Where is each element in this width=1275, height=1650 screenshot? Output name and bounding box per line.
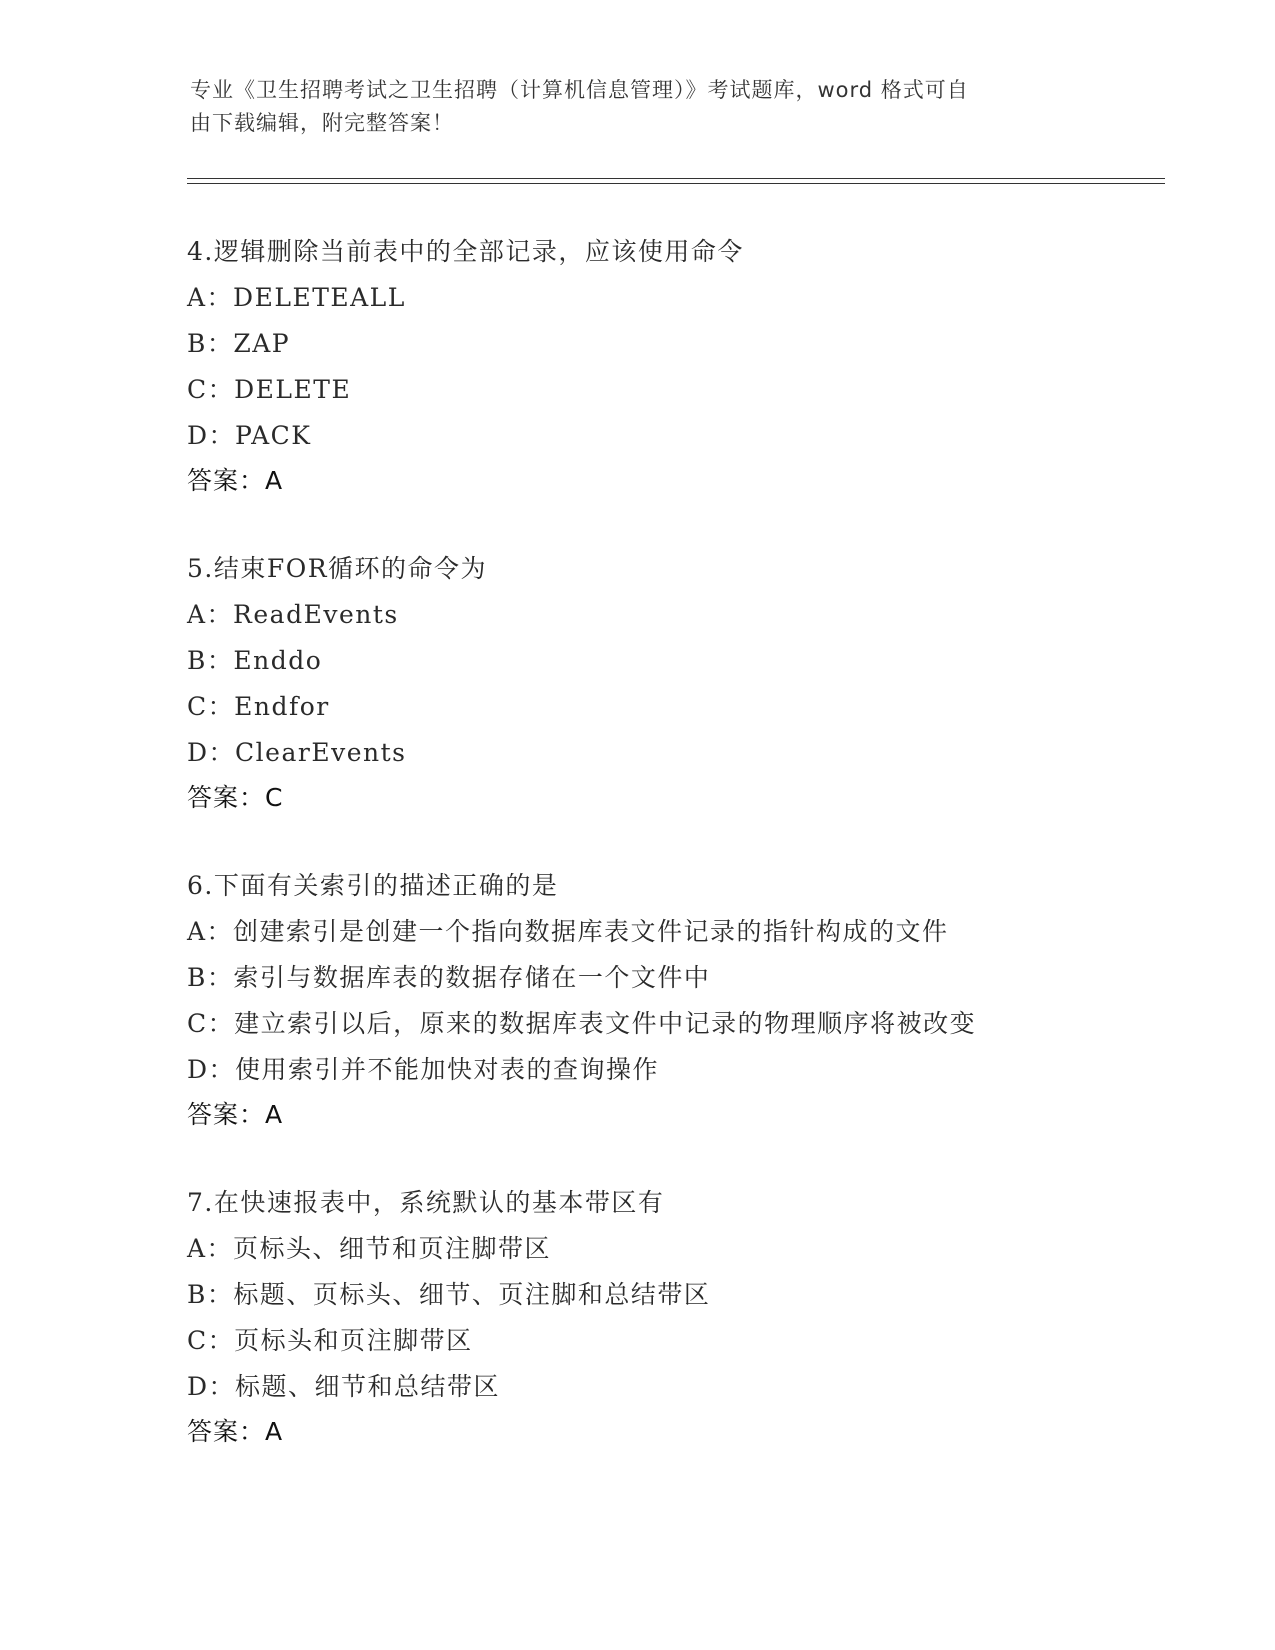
question-title: 7.在快速报表中，系统默认的基本带区有 bbox=[187, 1188, 665, 1217]
document-header bbox=[190, 74, 1090, 140]
question-6 bbox=[187, 863, 1187, 1137]
answer: 答案：A bbox=[187, 1100, 284, 1129]
question-title: 6.下面有关索引的描述正确的是 bbox=[187, 871, 559, 900]
option-a: A：创建索引是创建一个指向数据库表文件记录的指针构成的文件 bbox=[187, 917, 949, 946]
question-title: 4.逻辑删除当前表中的全部记录，应该使用命令 bbox=[187, 237, 744, 266]
answer: 答案：A bbox=[187, 1417, 284, 1446]
option-b: B：ZAP bbox=[187, 329, 291, 358]
question-title: 5.结束FOR循环的命令为 bbox=[187, 554, 488, 583]
option-c: C：Endfor bbox=[187, 692, 330, 721]
option-c: C：页标头和页注脚带区 bbox=[187, 1326, 473, 1355]
option-b: B：Enddo bbox=[187, 646, 323, 675]
header-line-1: 专业《卫生招聘考试之卫生招聘（计算机信息管理）》考试题库，word 格式可自 bbox=[190, 78, 969, 102]
option-b: B：标题、页标头、细节、页注脚和总结带区 bbox=[187, 1280, 711, 1309]
option-d: D：使用索引并不能加快对表的查询操作 bbox=[187, 1055, 660, 1084]
option-d: D：ClearEvents bbox=[187, 738, 407, 767]
question-5 bbox=[187, 546, 1187, 820]
option-a: A：ReadEvents bbox=[187, 600, 399, 629]
question-7 bbox=[187, 1180, 1187, 1454]
option-b: B：索引与数据库表的数据存储在一个文件中 bbox=[187, 963, 711, 992]
option-d: D：PACK bbox=[187, 421, 312, 450]
option-d: D：标题、细节和总结带区 bbox=[187, 1372, 501, 1401]
option-a: A：页标头、细节和页注脚带区 bbox=[187, 1234, 552, 1263]
header-divider-bottom bbox=[187, 183, 1165, 184]
header-line-2: 由下载编辑，附完整答案！ bbox=[190, 111, 454, 135]
question-4 bbox=[187, 229, 1187, 503]
answer: 答案：A bbox=[187, 466, 284, 495]
option-a: A：DELETEALL bbox=[187, 283, 406, 312]
header-divider-top bbox=[187, 178, 1165, 179]
option-c: C：DELETE bbox=[187, 375, 352, 404]
answer: 答案：C bbox=[187, 783, 284, 812]
option-c: C：建立索引以后，原来的数据库表文件中记录的物理顺序将被改变 bbox=[187, 1009, 977, 1038]
